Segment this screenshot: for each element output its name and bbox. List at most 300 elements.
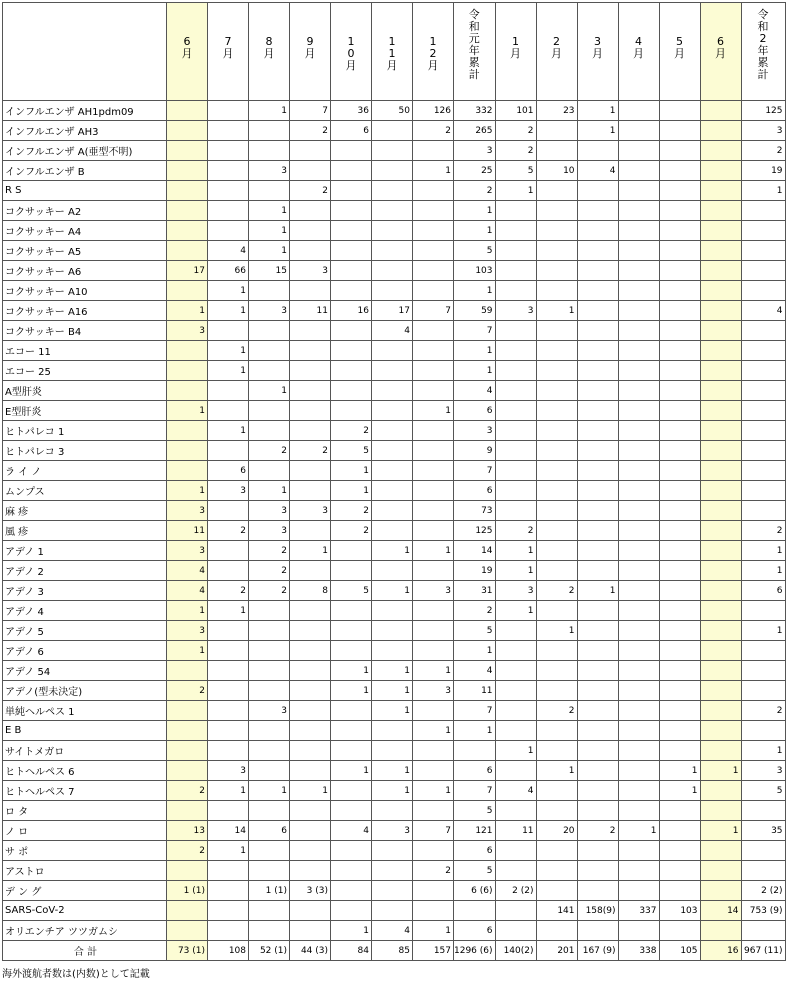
- table-row: [3, 901, 786, 921]
- data-cell: [454, 741, 496, 761]
- row-label: SARS-CoV-2: [3, 901, 167, 921]
- column-header: [249, 3, 290, 101]
- data-cell: [454, 901, 496, 921]
- data-cell: 4: [454, 661, 496, 681]
- data-cell: [700, 221, 741, 241]
- data-cell: [577, 301, 618, 321]
- data-cell: [208, 901, 249, 921]
- data-cell: [741, 481, 785, 501]
- data-cell: [536, 421, 577, 441]
- data-cell: 19: [454, 561, 496, 581]
- table-row: [3, 801, 786, 821]
- data-cell: [536, 341, 577, 361]
- column-header: [618, 3, 659, 101]
- data-cell: [495, 441, 536, 461]
- data-cell: [536, 281, 577, 301]
- row-label: コクサッキー A6: [3, 261, 167, 281]
- data-cell: [577, 681, 618, 701]
- data-cell: [372, 121, 413, 141]
- data-cell: 1: [249, 101, 290, 121]
- data-cell: 2: [331, 501, 372, 521]
- data-cell: [700, 161, 741, 181]
- data-cell: [167, 361, 208, 381]
- data-cell: [618, 481, 659, 501]
- data-cell: 84: [331, 941, 372, 961]
- data-cell: [413, 181, 454, 201]
- data-cell: [290, 721, 331, 741]
- table-row: [3, 701, 786, 721]
- data-cell: [372, 881, 413, 901]
- row-label: コクサッキー A16: [3, 301, 167, 321]
- data-cell: [331, 381, 372, 401]
- data-cell: [208, 721, 249, 741]
- data-cell: [167, 661, 208, 681]
- data-cell: 2: [495, 121, 536, 141]
- data-cell: 2: [536, 701, 577, 721]
- data-cell: 7: [454, 781, 496, 801]
- data-cell: [700, 601, 741, 621]
- data-cell: 3: [495, 581, 536, 601]
- data-cell: [659, 301, 700, 321]
- data-cell: 1: [167, 481, 208, 501]
- data-cell: 2 (2): [741, 881, 785, 901]
- data-cell: 1: [208, 361, 249, 381]
- row-label: インフルエンザ AH1pdm09: [3, 101, 167, 121]
- data-cell: 753 (9): [741, 901, 785, 921]
- data-cell: [659, 181, 700, 201]
- table-row: [3, 221, 786, 241]
- data-cell: [331, 841, 372, 861]
- data-cell: [659, 341, 700, 361]
- data-cell: [495, 341, 536, 361]
- data-cell: 1: [577, 101, 618, 121]
- data-cell: [372, 421, 413, 441]
- data-cell: [577, 421, 618, 441]
- row-label: コクサッキー A5: [3, 241, 167, 261]
- data-cell: 4: [208, 241, 249, 261]
- table-row: [3, 761, 786, 781]
- data-cell: [495, 461, 536, 481]
- data-cell: 1: [208, 281, 249, 301]
- data-cell: 1: [249, 781, 290, 801]
- table-row: [3, 321, 786, 341]
- data-cell: 35: [741, 821, 785, 841]
- data-cell: 4: [741, 301, 785, 321]
- data-cell: 1: [577, 581, 618, 601]
- data-cell: [208, 221, 249, 241]
- data-cell: 6: [454, 401, 496, 421]
- table-row: [3, 581, 786, 601]
- data-cell: [536, 361, 577, 381]
- data-cell: [618, 421, 659, 441]
- data-cell: [741, 261, 785, 281]
- data-cell: 1: [659, 781, 700, 801]
- table-row: [3, 301, 786, 321]
- data-cell: [618, 661, 659, 681]
- data-cell: 1: [372, 781, 413, 801]
- data-cell: [290, 661, 331, 681]
- data-cell: 2: [331, 421, 372, 441]
- data-cell: [208, 861, 249, 881]
- data-cell: [290, 201, 331, 221]
- data-cell: [700, 521, 741, 541]
- data-cell: [536, 781, 577, 801]
- table-row: [3, 621, 786, 641]
- data-cell: [208, 881, 249, 901]
- data-cell: [372, 741, 413, 761]
- data-cell: 1: [495, 181, 536, 201]
- data-cell: 1: [208, 421, 249, 441]
- data-cell: 16: [700, 941, 741, 961]
- data-cell: 1: [454, 221, 496, 241]
- data-cell: [372, 361, 413, 381]
- data-cell: [618, 681, 659, 701]
- data-cell: 2: [167, 781, 208, 801]
- data-cell: [495, 401, 536, 421]
- data-cell: [413, 801, 454, 821]
- data-cell: [618, 441, 659, 461]
- data-cell: [331, 641, 372, 661]
- data-cell: 125: [454, 521, 496, 541]
- data-cell: [659, 101, 700, 121]
- data-cell: [249, 321, 290, 341]
- data-cell: 103: [659, 901, 700, 921]
- data-cell: [618, 361, 659, 381]
- data-cell: [700, 741, 741, 761]
- data-cell: [331, 881, 372, 901]
- data-cell: 73: [454, 501, 496, 521]
- column-header-label: 8月: [263, 35, 275, 60]
- data-cell: [577, 221, 618, 241]
- column-header: [372, 3, 413, 101]
- data-cell: [536, 881, 577, 901]
- data-cell: [577, 701, 618, 721]
- column-header-label: 6月: [715, 35, 727, 60]
- data-cell: 5: [495, 161, 536, 181]
- data-cell: [167, 921, 208, 941]
- data-cell: [372, 861, 413, 881]
- data-cell: [577, 481, 618, 501]
- data-cell: [618, 881, 659, 901]
- data-cell: 1296 (6): [454, 941, 496, 961]
- data-cell: 1: [249, 481, 290, 501]
- row-label: E B: [3, 721, 167, 741]
- column-header: [741, 3, 785, 101]
- data-cell: 59: [454, 301, 496, 321]
- data-cell: [659, 561, 700, 581]
- data-cell: [290, 861, 331, 881]
- data-cell: [618, 141, 659, 161]
- data-cell: [167, 281, 208, 301]
- data-cell: [659, 621, 700, 641]
- data-cell: [413, 141, 454, 161]
- row-label: A型肝炎: [3, 381, 167, 401]
- row-label: アデノ 5: [3, 621, 167, 641]
- data-cell: [167, 901, 208, 921]
- column-header: [495, 3, 536, 101]
- data-cell: [700, 501, 741, 521]
- data-cell: 3: [249, 301, 290, 321]
- data-cell: [495, 321, 536, 341]
- row-label: 麻 疹: [3, 501, 167, 521]
- data-cell: [331, 161, 372, 181]
- data-cell: [167, 181, 208, 201]
- data-cell: [290, 401, 331, 421]
- row-label: オリエンチア ツツガムシ: [3, 921, 167, 941]
- data-cell: 1: [577, 121, 618, 141]
- data-cell: 1: [249, 221, 290, 241]
- data-cell: [372, 721, 413, 741]
- data-cell: [659, 441, 700, 461]
- data-cell: [331, 621, 372, 641]
- data-cell: [167, 221, 208, 241]
- data-cell: [249, 801, 290, 821]
- data-cell: [495, 841, 536, 861]
- data-cell: 2: [167, 681, 208, 701]
- data-cell: 3: [167, 621, 208, 641]
- data-cell: [249, 421, 290, 441]
- row-label: ヒトヘルペス 7: [3, 781, 167, 801]
- data-cell: 167 (9): [577, 941, 618, 961]
- row-label: コクサッキー A10: [3, 281, 167, 301]
- column-header-label: 10月: [345, 35, 357, 72]
- column-header-label: 3月: [592, 35, 604, 60]
- data-cell: [618, 181, 659, 201]
- data-cell: [167, 441, 208, 461]
- data-cell: [249, 921, 290, 941]
- data-cell: [659, 261, 700, 281]
- data-cell: [659, 141, 700, 161]
- data-cell: [659, 321, 700, 341]
- data-cell: [536, 221, 577, 241]
- data-cell: [167, 761, 208, 781]
- data-cell: [495, 801, 536, 821]
- data-cell: [372, 441, 413, 461]
- data-cell: [372, 521, 413, 541]
- data-cell: [413, 441, 454, 461]
- data-cell: [618, 121, 659, 141]
- data-cell: 338: [618, 941, 659, 961]
- data-cell: 1: [536, 301, 577, 321]
- data-cell: [577, 321, 618, 341]
- data-cell: [495, 261, 536, 281]
- data-cell: 108: [208, 941, 249, 961]
- data-cell: [577, 761, 618, 781]
- data-cell: [618, 761, 659, 781]
- data-cell: [659, 741, 700, 761]
- data-cell: [741, 201, 785, 221]
- data-cell: [536, 801, 577, 821]
- table-row: [3, 101, 786, 121]
- table-row: [3, 381, 786, 401]
- data-cell: [577, 381, 618, 401]
- data-cell: 3: [167, 321, 208, 341]
- data-cell: 7: [454, 701, 496, 721]
- data-cell: 5: [454, 621, 496, 641]
- data-cell: 17: [167, 261, 208, 281]
- column-header-label: 2月: [551, 35, 563, 60]
- data-cell: 44 (3): [290, 941, 331, 961]
- data-cell: [331, 901, 372, 921]
- data-cell: [331, 221, 372, 241]
- data-cell: 8: [290, 581, 331, 601]
- data-cell: [249, 901, 290, 921]
- data-cell: 31: [454, 581, 496, 601]
- data-cell: [741, 221, 785, 241]
- data-cell: [208, 541, 249, 561]
- data-cell: 3: [249, 701, 290, 721]
- table-row: [3, 661, 786, 681]
- data-cell: [249, 401, 290, 421]
- data-cell: 6: [249, 821, 290, 841]
- data-cell: [413, 241, 454, 261]
- data-cell: [495, 641, 536, 661]
- data-cell: 126: [413, 101, 454, 121]
- data-cell: [659, 861, 700, 881]
- data-cell: [618, 701, 659, 721]
- data-cell: [413, 221, 454, 241]
- data-cell: [536, 541, 577, 561]
- data-cell: [700, 561, 741, 581]
- data-cell: 5: [454, 801, 496, 821]
- data-cell: [700, 861, 741, 881]
- data-cell: [249, 601, 290, 621]
- data-cell: [536, 501, 577, 521]
- data-cell: [413, 601, 454, 621]
- data-cell: 1: [495, 541, 536, 561]
- data-cell: 2: [290, 181, 331, 201]
- data-cell: [372, 801, 413, 821]
- data-cell: [495, 701, 536, 721]
- data-cell: 2: [454, 181, 496, 201]
- data-cell: [290, 361, 331, 381]
- table-row: [3, 461, 786, 481]
- data-cell: 105: [659, 941, 700, 961]
- row-label: ヒトヘルペス 6: [3, 761, 167, 781]
- data-cell: 1: [208, 841, 249, 861]
- data-cell: [741, 361, 785, 381]
- data-cell: [249, 761, 290, 781]
- data-cell: 1: [249, 241, 290, 261]
- data-cell: 1: [495, 601, 536, 621]
- data-cell: [208, 141, 249, 161]
- data-cell: 1: [454, 281, 496, 301]
- data-cell: [659, 381, 700, 401]
- data-cell: [495, 661, 536, 681]
- data-cell: 14: [454, 541, 496, 561]
- data-cell: 7: [290, 101, 331, 121]
- data-cell: [659, 421, 700, 441]
- data-cell: 1: [372, 761, 413, 781]
- data-cell: [495, 281, 536, 301]
- data-cell: [536, 681, 577, 701]
- data-cell: 1 (1): [167, 881, 208, 901]
- data-cell: [536, 721, 577, 741]
- data-cell: [659, 481, 700, 501]
- data-cell: 2: [741, 521, 785, 541]
- data-cell: [741, 441, 785, 461]
- data-cell: [249, 181, 290, 201]
- data-cell: 1: [372, 581, 413, 601]
- data-cell: 2: [249, 581, 290, 601]
- data-cell: [659, 681, 700, 701]
- table-row: [3, 361, 786, 381]
- data-cell: [413, 881, 454, 901]
- data-cell: [618, 781, 659, 801]
- table-body: [3, 101, 786, 961]
- data-cell: [331, 781, 372, 801]
- data-cell: [577, 401, 618, 421]
- table-row: [3, 281, 786, 301]
- data-cell: 1: [454, 341, 496, 361]
- data-cell: [167, 101, 208, 121]
- virus-detection-table: [2, 2, 786, 961]
- data-cell: [536, 861, 577, 881]
- table-row: [3, 881, 786, 901]
- data-cell: 201: [536, 941, 577, 961]
- data-cell: 3: [413, 681, 454, 701]
- data-cell: [700, 661, 741, 681]
- row-label: アデノ 4: [3, 601, 167, 621]
- data-cell: [249, 461, 290, 481]
- column-header: [577, 3, 618, 101]
- data-cell: 66: [208, 261, 249, 281]
- data-cell: [290, 281, 331, 301]
- data-cell: [413, 341, 454, 361]
- table-row: [3, 561, 786, 581]
- data-cell: [290, 421, 331, 441]
- corner-cell: [3, 3, 167, 101]
- data-cell: 141: [536, 901, 577, 921]
- row-label: アデノ 6: [3, 641, 167, 661]
- data-cell: 1: [454, 361, 496, 381]
- data-cell: [208, 661, 249, 681]
- data-cell: [536, 141, 577, 161]
- data-cell: [290, 241, 331, 261]
- data-cell: [495, 921, 536, 941]
- data-cell: [577, 621, 618, 641]
- table-row: [3, 861, 786, 881]
- data-cell: [167, 741, 208, 761]
- data-cell: [618, 741, 659, 761]
- data-cell: [249, 141, 290, 161]
- data-cell: 1: [495, 741, 536, 761]
- data-cell: [331, 541, 372, 561]
- row-label: エコー 25: [3, 361, 167, 381]
- data-cell: [700, 361, 741, 381]
- data-cell: [659, 841, 700, 861]
- table-row: [3, 441, 786, 461]
- data-cell: [741, 321, 785, 341]
- data-cell: [700, 201, 741, 221]
- data-cell: [536, 201, 577, 221]
- data-cell: 1: [741, 541, 785, 561]
- row-label: エコー 11: [3, 341, 167, 361]
- data-cell: 1: [331, 921, 372, 941]
- table-row: [3, 161, 786, 181]
- data-cell: [495, 681, 536, 701]
- data-cell: [208, 681, 249, 701]
- data-cell: 11: [167, 521, 208, 541]
- data-cell: [290, 521, 331, 541]
- data-cell: [536, 481, 577, 501]
- data-cell: [413, 361, 454, 381]
- data-cell: [741, 681, 785, 701]
- data-cell: 1: [413, 541, 454, 561]
- data-cell: [249, 661, 290, 681]
- data-cell: [208, 381, 249, 401]
- data-cell: [536, 561, 577, 581]
